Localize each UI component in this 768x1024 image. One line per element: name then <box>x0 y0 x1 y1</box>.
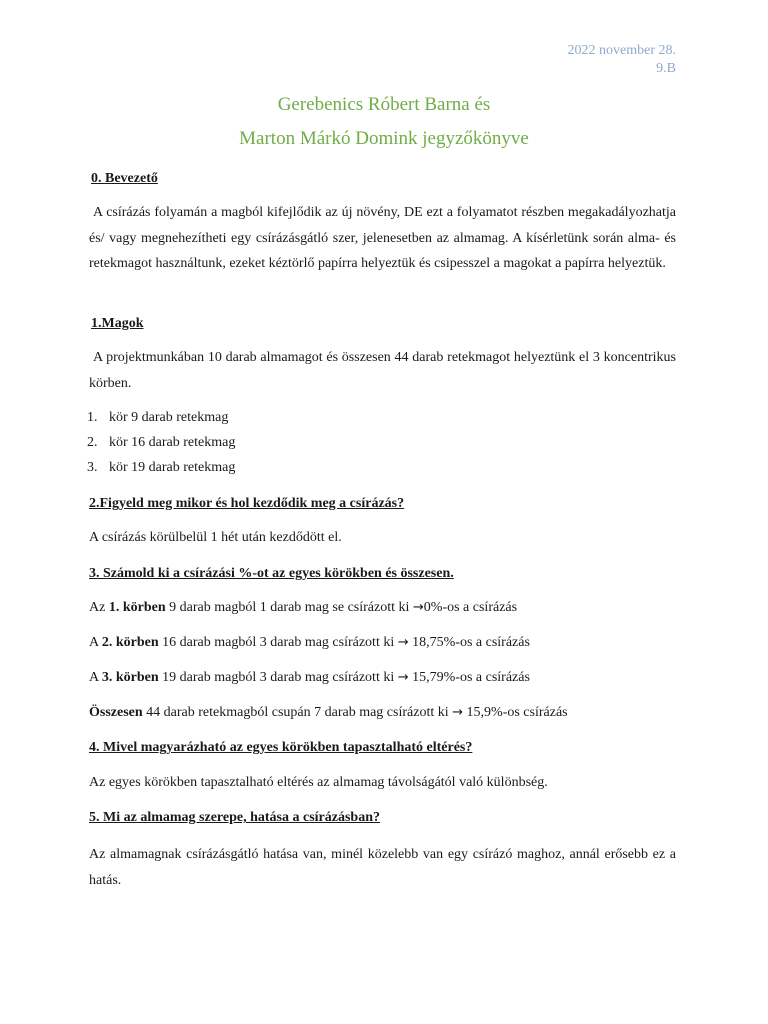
result-row-2 <box>89 635 530 651</box>
list-text: kör 9 darab retekmag <box>109 410 229 425</box>
arrow-right-icon: → <box>452 705 464 720</box>
row-label: 3. körben <box>101 670 159 685</box>
section-1-text: A projektmunkában 10 darab almamagot és összesen 44 darab retekmagot helyeztünk el 3 koncentrikus körben. <box>89 350 676 391</box>
list-item <box>87 410 228 426</box>
section-1-heading: 1.Magok <box>91 316 144 331</box>
row-label: 1. körben <box>108 600 166 615</box>
result-row-3 <box>89 670 530 686</box>
section-3-heading: 3. Számold ki a csírázási %-ot az egyes körökben és összesen. <box>89 566 454 581</box>
section-2-heading: 2.Figyeld meg mikor és hol kezdődik meg a csírázás? <box>89 496 405 511</box>
row-prefix: A <box>89 635 102 650</box>
list-text: kör 16 darab retekmag <box>109 435 236 450</box>
list-item <box>87 435 235 451</box>
list-item <box>87 460 235 476</box>
list-text: kör 19 darab retekmag <box>109 460 236 475</box>
list-number: 3. <box>87 460 98 475</box>
section-0-text: A csírázás folyamán a magból kifejlődik az új növény, DE ezt a folyamatot részben megakadályozhatja és/ vagy megnehezítheti egy csírázásgátló szer, jelenesetben az almamag. A kísérletünk során alma- és retekmagot használtunk, ezeket kéztörlő papírra helyeztük és csipesszel a magokat a papírra helyeztük. <box>89 205 676 271</box>
section-4-text: Az egyes körökben tapasztalható eltérés az almamag távolságától való különbség. <box>89 775 548 790</box>
row-text: 9 darab magból 1 darab mag se csírázott ki <box>165 600 413 615</box>
date-header <box>568 42 676 78</box>
date-text: 2022 november 28. <box>567 43 676 58</box>
result-row-total <box>89 705 568 721</box>
arrow-right-icon: → <box>397 670 409 685</box>
section-4-heading: 4. Mivel magyarázható az egyes körökben tapasztalható eltérés? <box>89 740 473 755</box>
row-text: 19 darab magból 3 darab mag csírázott ki <box>158 670 398 685</box>
row-prefix: Az <box>89 600 109 615</box>
row-label: Összesen <box>89 705 143 720</box>
arrow-right-icon: → <box>412 600 424 615</box>
row-text: 44 darab retekmagból csupán 7 darab mag csírázott ki <box>142 705 453 720</box>
class-text: 9.B <box>656 61 676 76</box>
arrow-right-icon: → <box>397 635 409 650</box>
section-5-text: Az almamagnak csírázásgátló hatása van, minél közelebb van egy csírázó maghoz, annál erősebb ez a hatás. <box>89 847 676 888</box>
section-5-heading: 5. Mi az almamag szerepe, hatása a csírázásban? <box>89 810 380 825</box>
row-result: 18,75%-os a csírázás <box>408 635 530 650</box>
section-0-heading: 0. Bevezető <box>91 171 158 186</box>
result-row-1 <box>89 600 517 616</box>
row-result: 0%-os a csírázás <box>423 600 518 615</box>
list-number: 2. <box>87 435 98 450</box>
list-number: 1. <box>87 410 98 425</box>
section-2-text: A csírázás körülbelül 1 hét után kezdődött el. <box>89 530 342 545</box>
row-result: 15,9%-os csírázás <box>463 705 568 720</box>
row-result: 15,79%-os a csírázás <box>408 670 530 685</box>
row-label: 2. körben <box>101 635 159 650</box>
row-text: 16 darab magból 3 darab mag csírázott ki <box>158 635 398 650</box>
row-prefix: A <box>89 670 102 685</box>
title-line-2: Marton Márkó Domink jegyzőkönyve <box>239 128 529 149</box>
title-line-1: Gerebenics Róbert Barna és <box>277 94 491 115</box>
